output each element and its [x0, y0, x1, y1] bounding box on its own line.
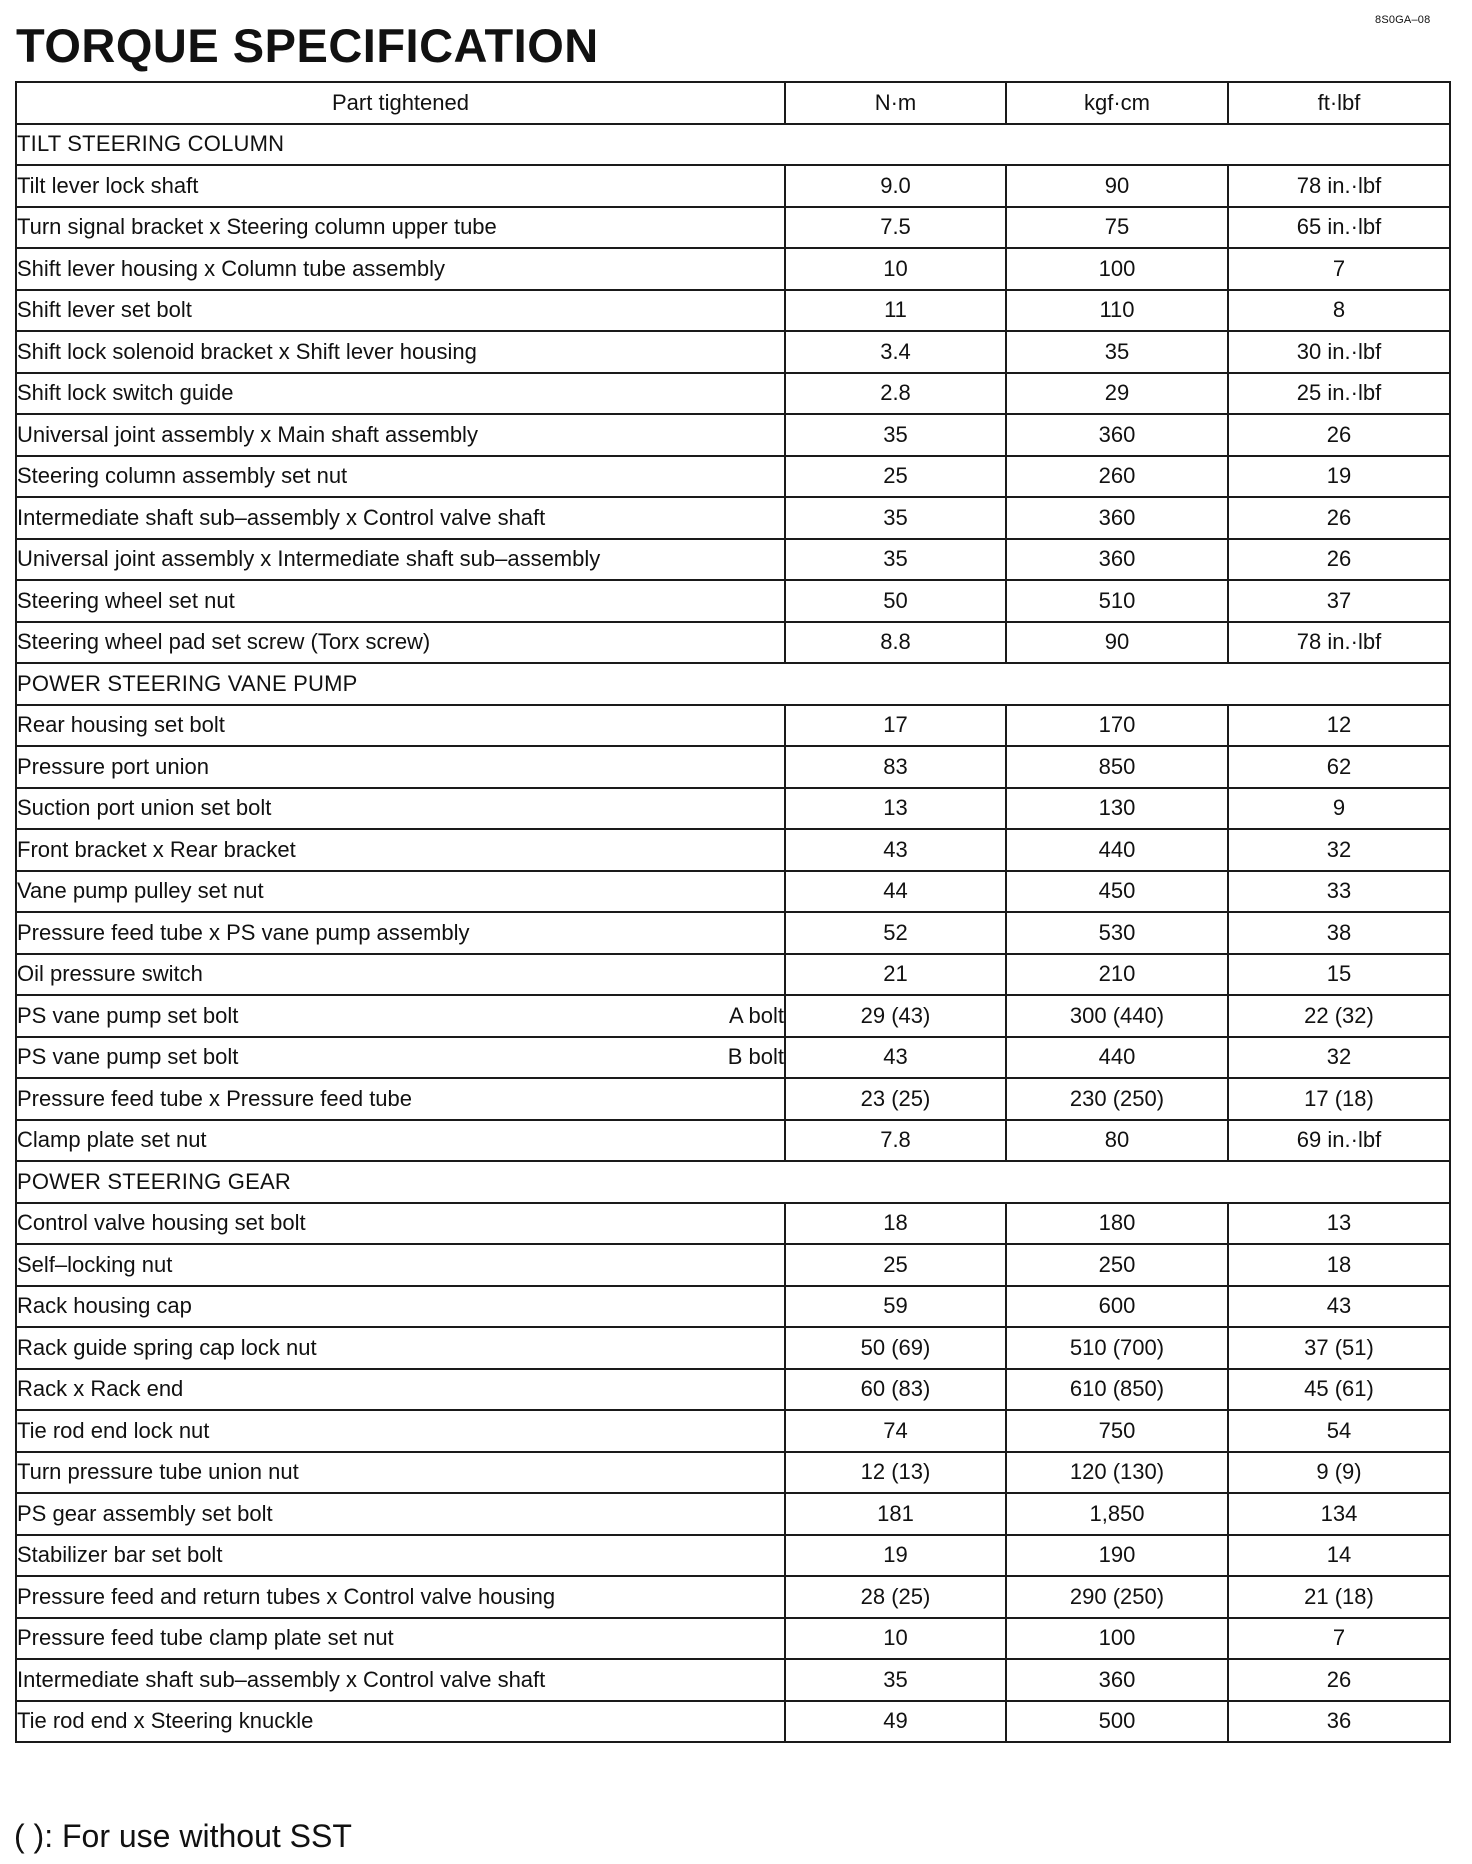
table-row — [16, 746, 1450, 788]
kgf-cm-value: 850 — [1006, 746, 1228, 788]
ft-lbf-value: 18 — [1228, 1244, 1450, 1286]
ft-lbf-value: 38 — [1228, 912, 1450, 954]
kgf-cm-value: 1,850 — [1006, 1493, 1228, 1535]
part-name: Rack housing cap — [17, 1293, 192, 1319]
table-row — [16, 954, 1450, 996]
table-header-row — [16, 82, 1450, 124]
table-row — [16, 456, 1450, 498]
section-row — [16, 663, 1450, 705]
part-cell — [16, 1369, 785, 1411]
table-row — [16, 331, 1450, 373]
ft-lbf-value: 32 — [1228, 829, 1450, 871]
part-name: PS vane pump set bolt — [17, 1002, 239, 1028]
part-cell — [16, 1037, 785, 1079]
part-name: Steering column assembly set nut — [17, 463, 348, 489]
nm-value: 25 — [785, 456, 1006, 498]
table-row — [16, 1659, 1450, 1701]
kgf-cm-value: 530 — [1006, 912, 1228, 954]
nm-value: 13 — [785, 788, 1006, 830]
part-name: Rack x Rack end — [17, 1376, 184, 1402]
part-cell — [16, 497, 785, 539]
part-name: Steering wheel pad set screw (Torx screw) — [17, 629, 431, 655]
part-cell — [16, 331, 785, 373]
kgf-cm-value: 500 — [1006, 1701, 1228, 1743]
nm-value: 3.4 — [785, 331, 1006, 373]
kgf-cm-value: 210 — [1006, 954, 1228, 996]
part-name: Rack guide spring cap lock nut — [17, 1334, 317, 1360]
table-row — [16, 912, 1450, 954]
table-row — [16, 1244, 1450, 1286]
table-row — [16, 705, 1450, 747]
part-name: Steering wheel set nut — [17, 587, 235, 613]
ft-lbf-value: 7 — [1228, 248, 1450, 290]
ft-lbf-value: 43 — [1228, 1286, 1450, 1328]
part-name: PS gear assembly set bolt — [17, 1500, 273, 1526]
part-name: Shift lever housing x Column tube assembly — [17, 255, 445, 281]
ft-lbf-value: 13 — [1228, 1203, 1450, 1245]
ft-lbf-value: 26 — [1228, 497, 1450, 539]
document-code: 8S0GA–08 — [1375, 14, 1431, 26]
part-cell — [16, 995, 785, 1037]
part-cell — [16, 746, 785, 788]
part-cell — [16, 248, 785, 290]
table-row — [16, 1037, 1450, 1079]
part-cell — [16, 414, 785, 456]
table-row — [16, 1286, 1450, 1328]
nm-value: 35 — [785, 497, 1006, 539]
kgf-cm-value: 120 (130) — [1006, 1452, 1228, 1494]
kgf-cm-value: 360 — [1006, 1659, 1228, 1701]
nm-value: 50 (69) — [785, 1327, 1006, 1369]
table-row — [16, 1576, 1450, 1618]
nm-value: 74 — [785, 1410, 1006, 1452]
part-name: Vane pump pulley set nut — [17, 878, 264, 904]
part-name: PS vane pump set bolt — [17, 1044, 239, 1070]
part-note: B bolt — [727, 1044, 784, 1070]
table-row — [16, 1701, 1450, 1743]
part-name: Pressure feed tube clamp plate set nut — [17, 1625, 394, 1651]
part-cell — [16, 912, 785, 954]
part-name: Stabilizer bar set bolt — [17, 1542, 223, 1568]
torque-spec-table — [15, 81, 1451, 1743]
ft-lbf-value: 78 in.·lbf — [1228, 622, 1450, 664]
nm-value: 7.5 — [785, 207, 1006, 249]
part-name: Self–locking nut — [17, 1251, 173, 1277]
section-row — [16, 124, 1450, 166]
part-note: A bolt — [728, 1002, 784, 1028]
kgf-cm-value: 360 — [1006, 414, 1228, 456]
table-body — [16, 124, 1450, 1743]
part-cell — [16, 1618, 785, 1660]
kgf-cm-value: 600 — [1006, 1286, 1228, 1328]
nm-value: 52 — [785, 912, 1006, 954]
section-row — [16, 1161, 1450, 1203]
header-part-tightened: Part tightened — [16, 82, 785, 124]
nm-value: 17 — [785, 705, 1006, 747]
kgf-cm-value: 100 — [1006, 1618, 1228, 1660]
nm-value: 10 — [785, 248, 1006, 290]
part-name: Pressure port union — [17, 753, 209, 779]
part-cell — [16, 1078, 785, 1120]
table-row — [16, 580, 1450, 622]
ft-lbf-value: 54 — [1228, 1410, 1450, 1452]
part-cell — [16, 373, 785, 415]
header-ft-lbf: ft·lbf — [1228, 82, 1450, 124]
part-name: Oil pressure switch — [17, 961, 203, 987]
table-row — [16, 1327, 1450, 1369]
ft-lbf-value: 7 — [1228, 1618, 1450, 1660]
table-row — [16, 539, 1450, 581]
ft-lbf-value: 12 — [1228, 705, 1450, 747]
kgf-cm-value: 300 (440) — [1006, 995, 1228, 1037]
kgf-cm-value: 90 — [1006, 622, 1228, 664]
part-cell — [16, 871, 785, 913]
kgf-cm-value: 440 — [1006, 829, 1228, 871]
part-name: Front bracket x Rear bracket — [17, 836, 296, 862]
page-title: TORQUE SPECIFICATION — [16, 19, 599, 72]
ft-lbf-value: 25 in.·lbf — [1228, 373, 1450, 415]
nm-value: 181 — [785, 1493, 1006, 1535]
nm-value: 9.0 — [785, 165, 1006, 207]
table-row — [16, 248, 1450, 290]
section-title: POWER STEERING VANE PUMP — [16, 663, 1450, 705]
section-title: POWER STEERING GEAR — [16, 1161, 1450, 1203]
kgf-cm-value: 80 — [1006, 1120, 1228, 1162]
part-name: Pressure feed and return tubes x Control valve housing — [17, 1583, 556, 1609]
nm-value: 21 — [785, 954, 1006, 996]
kgf-cm-value: 260 — [1006, 456, 1228, 498]
nm-value: 83 — [785, 746, 1006, 788]
ft-lbf-value: 37 (51) — [1228, 1327, 1450, 1369]
nm-value: 44 — [785, 871, 1006, 913]
kgf-cm-value: 450 — [1006, 871, 1228, 913]
ft-lbf-value: 134 — [1228, 1493, 1450, 1535]
kgf-cm-value: 35 — [1006, 331, 1228, 373]
kgf-cm-value: 180 — [1006, 1203, 1228, 1245]
nm-value: 35 — [785, 1659, 1006, 1701]
kgf-cm-value: 290 (250) — [1006, 1576, 1228, 1618]
part-cell — [16, 622, 785, 664]
part-name: Shift lock switch guide — [17, 380, 234, 406]
nm-value: 10 — [785, 1618, 1006, 1660]
part-name: Universal joint assembly x Intermediate shaft sub–assembly — [17, 546, 601, 572]
ft-lbf-value: 37 — [1228, 580, 1450, 622]
table-row — [16, 995, 1450, 1037]
nm-value: 12 (13) — [785, 1452, 1006, 1494]
kgf-cm-value: 510 (700) — [1006, 1327, 1228, 1369]
nm-value: 59 — [785, 1286, 1006, 1328]
part-cell — [16, 456, 785, 498]
nm-value: 28 (25) — [785, 1576, 1006, 1618]
part-name: Universal joint assembly x Main shaft assembly — [17, 421, 478, 447]
header-kgf-cm: kgf·cm — [1006, 82, 1228, 124]
part-name: Tie rod end x Steering knuckle — [17, 1708, 314, 1734]
table-row — [16, 1535, 1450, 1577]
kgf-cm-value: 360 — [1006, 539, 1228, 581]
kgf-cm-value: 190 — [1006, 1535, 1228, 1577]
footnote: ( ): For use without SST — [14, 1818, 352, 1854]
ft-lbf-value: 9 (9) — [1228, 1452, 1450, 1494]
kgf-cm-value: 250 — [1006, 1244, 1228, 1286]
nm-value: 43 — [785, 1037, 1006, 1079]
part-name: Control valve housing set bolt — [17, 1210, 306, 1236]
kgf-cm-value: 170 — [1006, 705, 1228, 747]
kgf-cm-value: 750 — [1006, 1410, 1228, 1452]
kgf-cm-value: 29 — [1006, 373, 1228, 415]
kgf-cm-value: 230 (250) — [1006, 1078, 1228, 1120]
kgf-cm-value: 130 — [1006, 788, 1228, 830]
part-cell — [16, 1203, 785, 1245]
nm-value: 43 — [785, 829, 1006, 871]
part-cell — [16, 1244, 785, 1286]
part-cell — [16, 1410, 785, 1452]
part-cell — [16, 1327, 785, 1369]
part-cell — [16, 580, 785, 622]
ft-lbf-value: 19 — [1228, 456, 1450, 498]
part-cell — [16, 829, 785, 871]
part-cell — [16, 1576, 785, 1618]
table-row — [16, 1493, 1450, 1535]
ft-lbf-value: 62 — [1228, 746, 1450, 788]
kgf-cm-value: 100 — [1006, 248, 1228, 290]
ft-lbf-value: 33 — [1228, 871, 1450, 913]
ft-lbf-value: 45 (61) — [1228, 1369, 1450, 1411]
ft-lbf-value: 26 — [1228, 539, 1450, 581]
header-nm: N·m — [785, 82, 1006, 124]
part-cell — [16, 290, 785, 332]
table-row — [16, 1618, 1450, 1660]
table-row — [16, 1120, 1450, 1162]
ft-lbf-value: 8 — [1228, 290, 1450, 332]
ft-lbf-value: 17 (18) — [1228, 1078, 1450, 1120]
part-name: Tie rod end lock nut — [17, 1417, 210, 1443]
part-name: Intermediate shaft sub–assembly x Control valve shaft — [17, 1666, 546, 1692]
nm-value: 35 — [785, 414, 1006, 456]
part-cell — [16, 207, 785, 249]
part-cell — [16, 788, 785, 830]
ft-lbf-value: 36 — [1228, 1701, 1450, 1743]
part-name: Rear housing set bolt — [17, 712, 225, 738]
table-row — [16, 207, 1450, 249]
nm-value: 2.8 — [785, 373, 1006, 415]
kgf-cm-value: 510 — [1006, 580, 1228, 622]
ft-lbf-value: 21 (18) — [1228, 1576, 1450, 1618]
part-cell — [16, 165, 785, 207]
nm-value: 35 — [785, 539, 1006, 581]
ft-lbf-value: 78 in.·lbf — [1228, 165, 1450, 207]
ft-lbf-value: 14 — [1228, 1535, 1450, 1577]
part-name: Suction port union set bolt — [17, 795, 272, 821]
part-cell — [16, 954, 785, 996]
ft-lbf-value: 32 — [1228, 1037, 1450, 1079]
table-row — [16, 497, 1450, 539]
part-name: Turn pressure tube union nut — [17, 1459, 299, 1485]
nm-value: 29 (43) — [785, 995, 1006, 1037]
part-name: Pressure feed tube x Pressure feed tube — [17, 1085, 413, 1111]
kgf-cm-value: 440 — [1006, 1037, 1228, 1079]
ft-lbf-value: 65 in.·lbf — [1228, 207, 1450, 249]
part-cell — [16, 1120, 785, 1162]
ft-lbf-value: 22 (32) — [1228, 995, 1450, 1037]
ft-lbf-value: 26 — [1228, 414, 1450, 456]
ft-lbf-value: 69 in.·lbf — [1228, 1120, 1450, 1162]
table-row — [16, 829, 1450, 871]
ft-lbf-value: 30 in.·lbf — [1228, 331, 1450, 373]
ft-lbf-value: 15 — [1228, 954, 1450, 996]
kgf-cm-value: 90 — [1006, 165, 1228, 207]
kgf-cm-value: 610 (850) — [1006, 1369, 1228, 1411]
part-cell — [16, 1493, 785, 1535]
section-title: TILT STEERING COLUMN — [16, 124, 1450, 166]
part-cell — [16, 1535, 785, 1577]
table-row — [16, 1452, 1450, 1494]
nm-value: 19 — [785, 1535, 1006, 1577]
part-name: Intermediate shaft sub–assembly x Control valve shaft — [17, 504, 546, 530]
part-name: Turn signal bracket x Steering column upper tube — [17, 214, 497, 240]
part-cell — [16, 705, 785, 747]
kgf-cm-value: 110 — [1006, 290, 1228, 332]
table-row — [16, 788, 1450, 830]
part-name: Tilt lever lock shaft — [17, 172, 199, 198]
ft-lbf-value: 26 — [1228, 1659, 1450, 1701]
part-name: Shift lever set bolt — [17, 297, 192, 323]
table-row — [16, 1203, 1450, 1245]
nm-value: 60 (83) — [785, 1369, 1006, 1411]
part-cell — [16, 1452, 785, 1494]
part-name: Shift lock solenoid bracket x Shift lever housing — [17, 338, 477, 364]
part-cell — [16, 1701, 785, 1743]
table-row — [16, 1078, 1450, 1120]
table-row — [16, 414, 1450, 456]
table-row — [16, 373, 1450, 415]
part-name: Pressure feed tube x PS vane pump assembly — [17, 919, 470, 945]
table-row — [16, 290, 1450, 332]
nm-value: 8.8 — [785, 622, 1006, 664]
nm-value: 50 — [785, 580, 1006, 622]
table-row — [16, 871, 1450, 913]
part-cell — [16, 1659, 785, 1701]
nm-value: 11 — [785, 290, 1006, 332]
nm-value: 18 — [785, 1203, 1006, 1245]
kgf-cm-value: 75 — [1006, 207, 1228, 249]
table-row — [16, 1410, 1450, 1452]
nm-value: 49 — [785, 1701, 1006, 1743]
nm-value: 25 — [785, 1244, 1006, 1286]
table-row — [16, 622, 1450, 664]
table-row — [16, 1369, 1450, 1411]
kgf-cm-value: 360 — [1006, 497, 1228, 539]
part-name: Clamp plate set nut — [17, 1127, 207, 1153]
ft-lbf-value: 9 — [1228, 788, 1450, 830]
nm-value: 7.8 — [785, 1120, 1006, 1162]
part-cell — [16, 539, 785, 581]
nm-value: 23 (25) — [785, 1078, 1006, 1120]
part-cell — [16, 1286, 785, 1328]
table-row — [16, 165, 1450, 207]
